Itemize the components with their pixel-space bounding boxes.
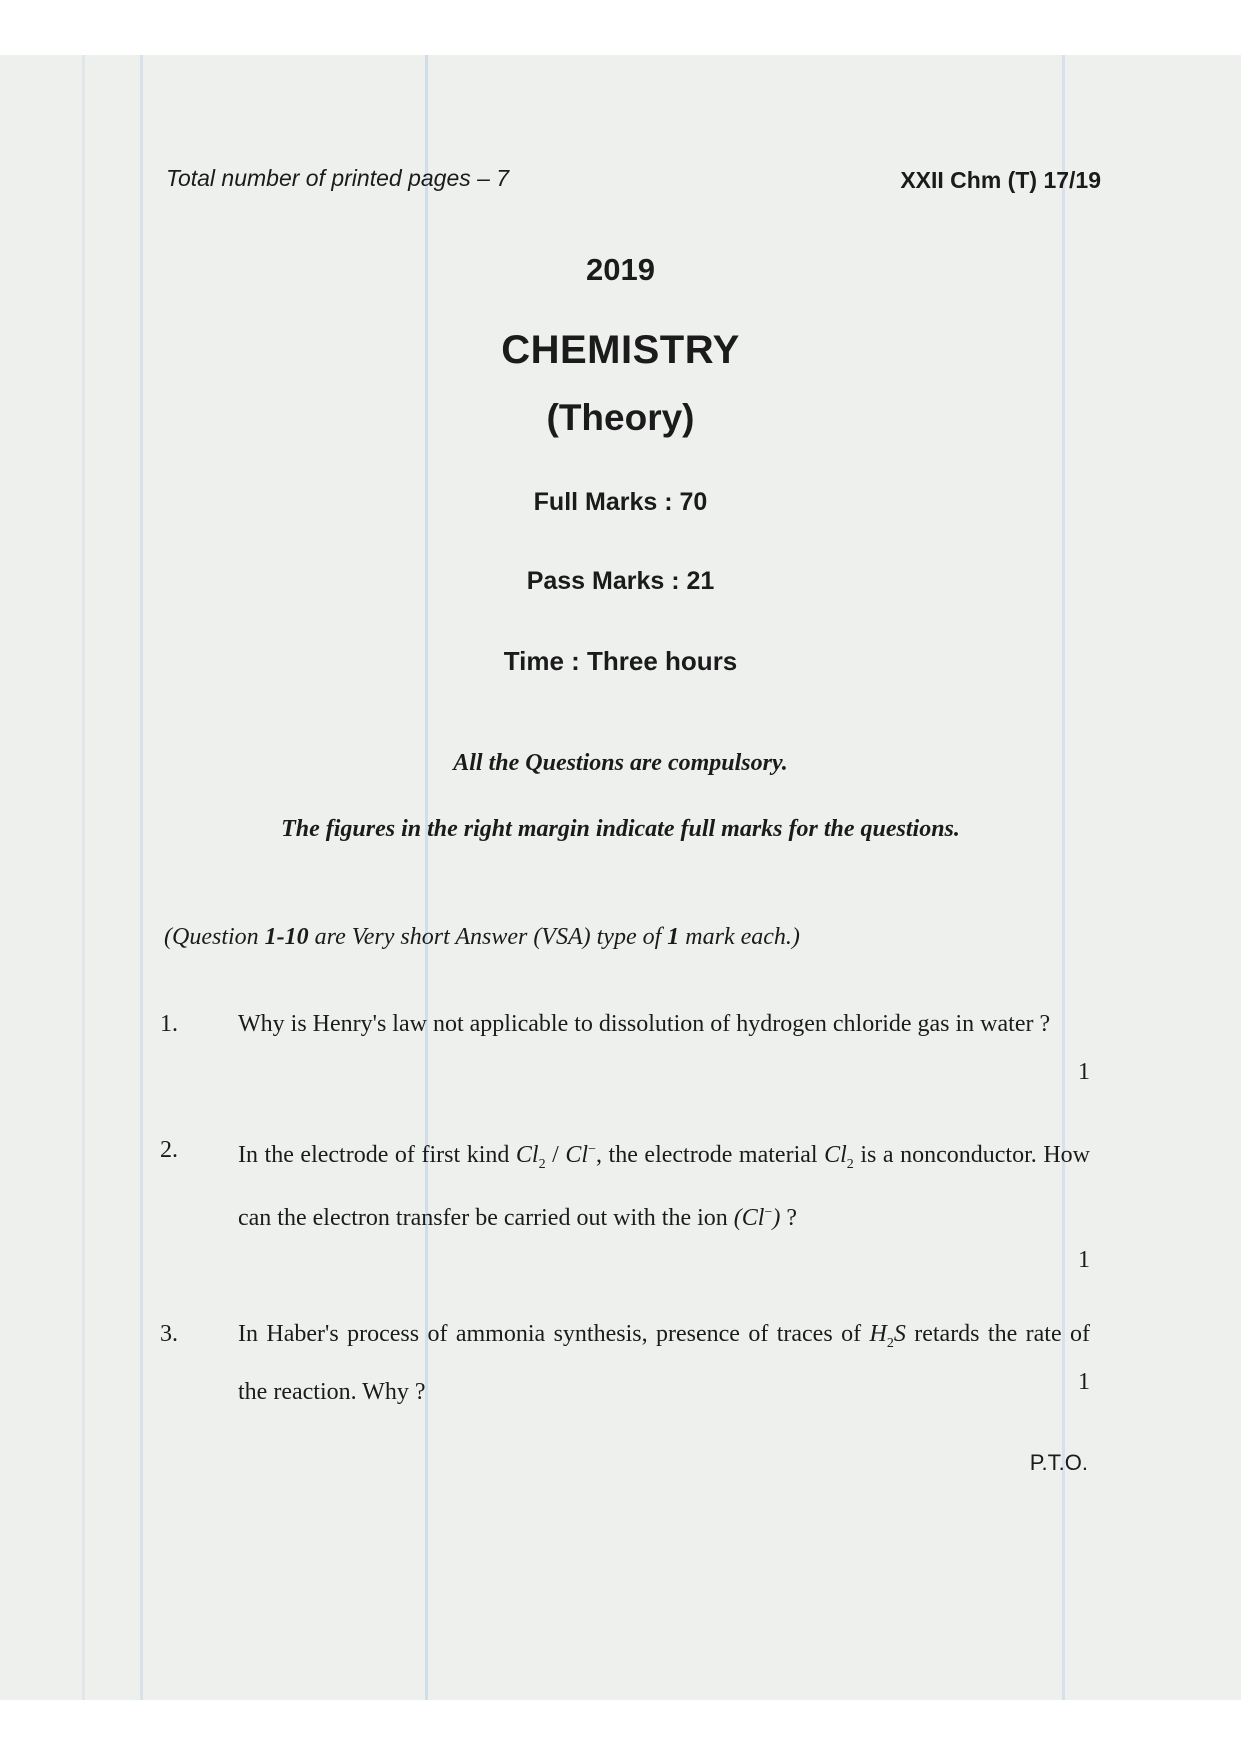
question-text (238, 1126, 1090, 1242)
chloride-ion-formula: (Cl−) (733, 1204, 781, 1231)
margin-marks-note: The figures in the right margin indicate full marks for the questions. (281, 816, 960, 842)
section-instruction (164, 924, 800, 951)
question-text-part: In the electrode of first kind (238, 1142, 516, 1168)
printed-pages-count: Total number of printed pages – 7 (166, 165, 510, 191)
exam-year: 2019 (586, 252, 655, 287)
question-number: 1. (160, 1011, 178, 1037)
section-middle: are Very short Answer (VSA) type of (308, 924, 668, 950)
electrode-formula: $Cl_2 / Cl^-$ (515, 1142, 596, 1172)
compulsory-note: All the Questions are compulsory. (453, 750, 788, 776)
section-range: 1-10 (264, 924, 309, 950)
paper-type: (Theory) (546, 397, 695, 438)
subject-title: CHEMISTRY (501, 328, 740, 372)
question-marks: 1 (1078, 1059, 1090, 1085)
section-mark: 1 (667, 924, 680, 950)
hydrogen-sulfide-formula: $H_2S$ (869, 1321, 906, 1351)
paper-code: XXII Chm (T) 17/19 (900, 167, 1101, 193)
question-2 (160, 1126, 1090, 1273)
question-text-part: In Haber's process of ammonia synthesis, presence of traces of (238, 1321, 870, 1347)
section-suffix: mark each.) (679, 924, 800, 950)
full-marks: Full Marks : 70 (533, 488, 708, 516)
question-3 (160, 1310, 1090, 1416)
question-marks: 1 (1078, 1247, 1090, 1273)
section-prefix: (Question (164, 924, 265, 950)
question-number: 2. (160, 1137, 178, 1163)
question-text-part: , the electrode material (596, 1142, 825, 1168)
question-text (238, 1310, 1090, 1416)
exam-time: Time : Three hours (503, 646, 738, 676)
please-turn-over: P.T.O. (1029, 1450, 1088, 1475)
question-text-part: is a nonconductor. How can the electron transfer be carried out with the ion (238, 1142, 1090, 1231)
question-1 (160, 1000, 1090, 1085)
chlorine-formula: $Cl_2$ (824, 1142, 854, 1172)
question-text-part: ? (780, 1204, 798, 1231)
question-number: 3. (160, 1321, 178, 1347)
question-text-part: retards the rate of the reaction. Why ? (238, 1321, 1091, 1405)
question-marks: 1 (1078, 1369, 1090, 1395)
question-text: Why is Henry's law not applicable to dissolution of hydrogen chloride gas in water ? (238, 1011, 1051, 1037)
pass-marks: Pass Marks : 21 (526, 567, 715, 595)
